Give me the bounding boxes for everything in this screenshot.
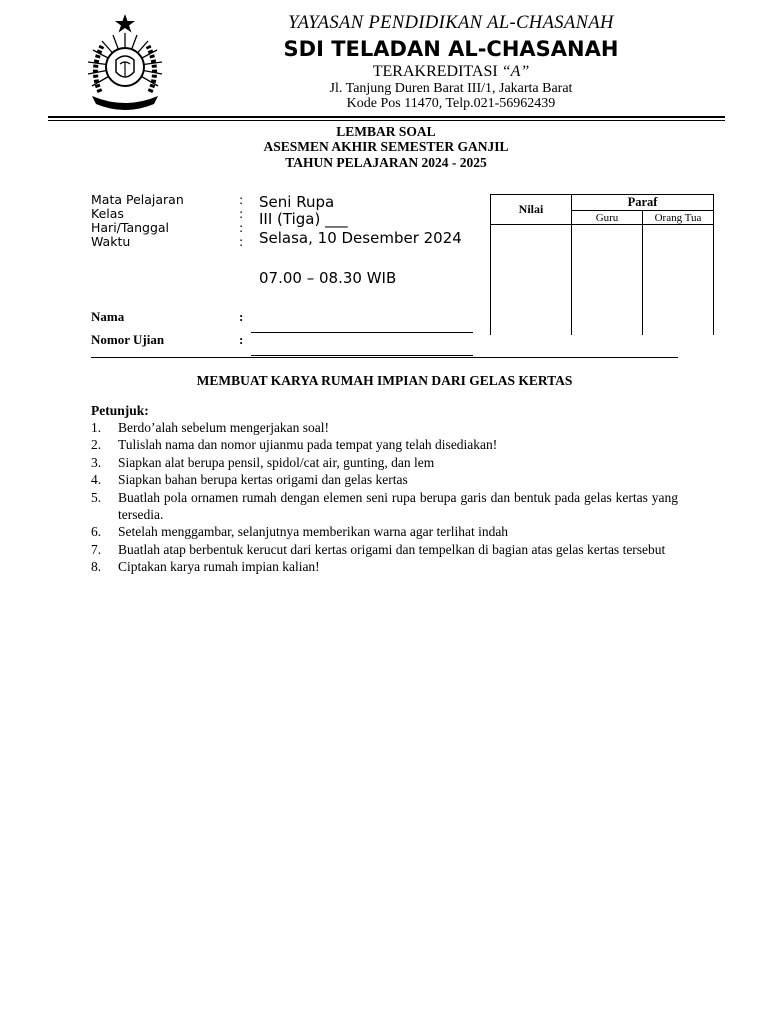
instructions-list bbox=[91, 419, 678, 576]
school-logo bbox=[80, 12, 170, 112]
instruction-text: Buatlah atap berbentuk kerucut dari kertas origami dan tempelkan di bagian atas gelas kertas tersebut bbox=[118, 541, 666, 557]
instruction-number: 4. bbox=[91, 472, 102, 488]
task-heading: MEMBUAT KARYA RUMAH IMPIAN DARI GELAS KERTAS bbox=[196, 373, 573, 388]
instruction-text: Siapkan bahan berupa kertas origami dan gelas kertas bbox=[118, 472, 408, 488]
score-cell-orang-tua[interactable] bbox=[643, 225, 714, 336]
instruction-item bbox=[91, 436, 678, 453]
colon-date: : bbox=[239, 220, 244, 235]
instruction-item bbox=[91, 454, 678, 471]
instruction-text: Siapkan alat berupa pensil, spidol/cat air, gunting, dan lem bbox=[118, 454, 435, 470]
score-table bbox=[490, 194, 714, 335]
school-name: SDI TELADAN AL-CHASANAH bbox=[283, 37, 619, 61]
instruction-text: Buatlah pola ornamen rumah dengan elemen seni rupa berupa garis dan bentuk pada gelas kertas yang tersedia. bbox=[118, 489, 678, 523]
academic-year: TAHUN PELAJARAN 2024 - 2025 bbox=[285, 155, 487, 170]
document-title: LEMBAR SOAL bbox=[336, 124, 436, 139]
instruction-text: Ciptakan karya rumah impian kalian! bbox=[118, 559, 320, 575]
label-time: Waktu bbox=[91, 234, 131, 249]
instruction-number: 1. bbox=[91, 420, 102, 435]
score-header-orang-tua: Orang Tua bbox=[643, 211, 714, 225]
score-header-paraf: Paraf bbox=[572, 195, 714, 211]
instruction-text: Tulislah nama dan nomor ujianmu pada tempat yang telah disediakan! bbox=[118, 437, 498, 453]
instruction-number: 3. bbox=[91, 454, 102, 470]
instruction-item bbox=[91, 523, 678, 540]
letterhead-divider-thin bbox=[48, 120, 725, 121]
colon-class: : bbox=[239, 206, 244, 221]
label-date: Hari/Tanggal bbox=[91, 220, 170, 235]
label-exam-number: Nomor Ujian bbox=[91, 332, 165, 347]
letterhead-divider-thick bbox=[48, 116, 725, 118]
value-subject: Seni Rupa bbox=[259, 193, 335, 211]
instructions-heading: Petunjuk: bbox=[91, 403, 149, 418]
label-name: Nama bbox=[91, 309, 125, 324]
instruction-item bbox=[91, 489, 678, 524]
label-subject: Mata Pelajaran bbox=[91, 192, 184, 207]
value-time: 07.00 – 08.30 WIB bbox=[259, 269, 397, 287]
colon-time: : bbox=[239, 234, 244, 249]
colon-exam-number: : bbox=[239, 332, 244, 347]
accreditation-grade: “A” bbox=[501, 63, 530, 80]
exam-title: ASESMEN AKHIR SEMESTER GANJIL bbox=[263, 139, 509, 154]
score-header-nilai: Nilai bbox=[491, 195, 572, 225]
instruction-number: 8. bbox=[91, 559, 102, 575]
instruction-text: Setelah menggambar, selanjutnya memberikan warna agar terlihat indah bbox=[118, 524, 509, 540]
score-header-guru: Guru bbox=[572, 211, 643, 225]
exam-number-input-line[interactable] bbox=[251, 355, 473, 356]
school-postal-phone: Kode Pos 11470, Telp.021-56962439 bbox=[346, 96, 556, 111]
foundation-name: YAYASAN PENDIDIKAN AL-CHASANAH bbox=[288, 13, 614, 33]
header-separator bbox=[91, 357, 678, 358]
score-cell-guru[interactable] bbox=[572, 225, 643, 336]
instruction-number: 5. bbox=[91, 489, 102, 505]
value-date: Selasa, 10 Desember 2024 bbox=[259, 229, 462, 247]
instruction-item bbox=[91, 558, 678, 575]
score-cell-nilai[interactable] bbox=[491, 225, 572, 336]
accreditation bbox=[236, 63, 666, 81]
colon-subject: : bbox=[239, 192, 244, 207]
name-input-line[interactable] bbox=[251, 332, 473, 333]
accreditation-prefix: TERAKREDITASI bbox=[372, 63, 502, 80]
value-class: III (Tiga) ___ bbox=[259, 210, 348, 228]
instruction-item bbox=[91, 541, 678, 558]
instruction-number: 7. bbox=[91, 541, 102, 557]
label-class: Kelas bbox=[91, 206, 124, 221]
colon-name: : bbox=[239, 309, 244, 324]
school-address: Jl. Tanjung Duren Barat III/1, Jakarta Barat bbox=[329, 81, 573, 96]
instruction-item bbox=[91, 471, 678, 488]
instruction-text: Berdo’alah sebelum mengerjakan soal! bbox=[118, 420, 330, 435]
instruction-item bbox=[91, 419, 678, 436]
instruction-number: 6. bbox=[91, 524, 102, 540]
instruction-number: 2. bbox=[91, 437, 102, 453]
